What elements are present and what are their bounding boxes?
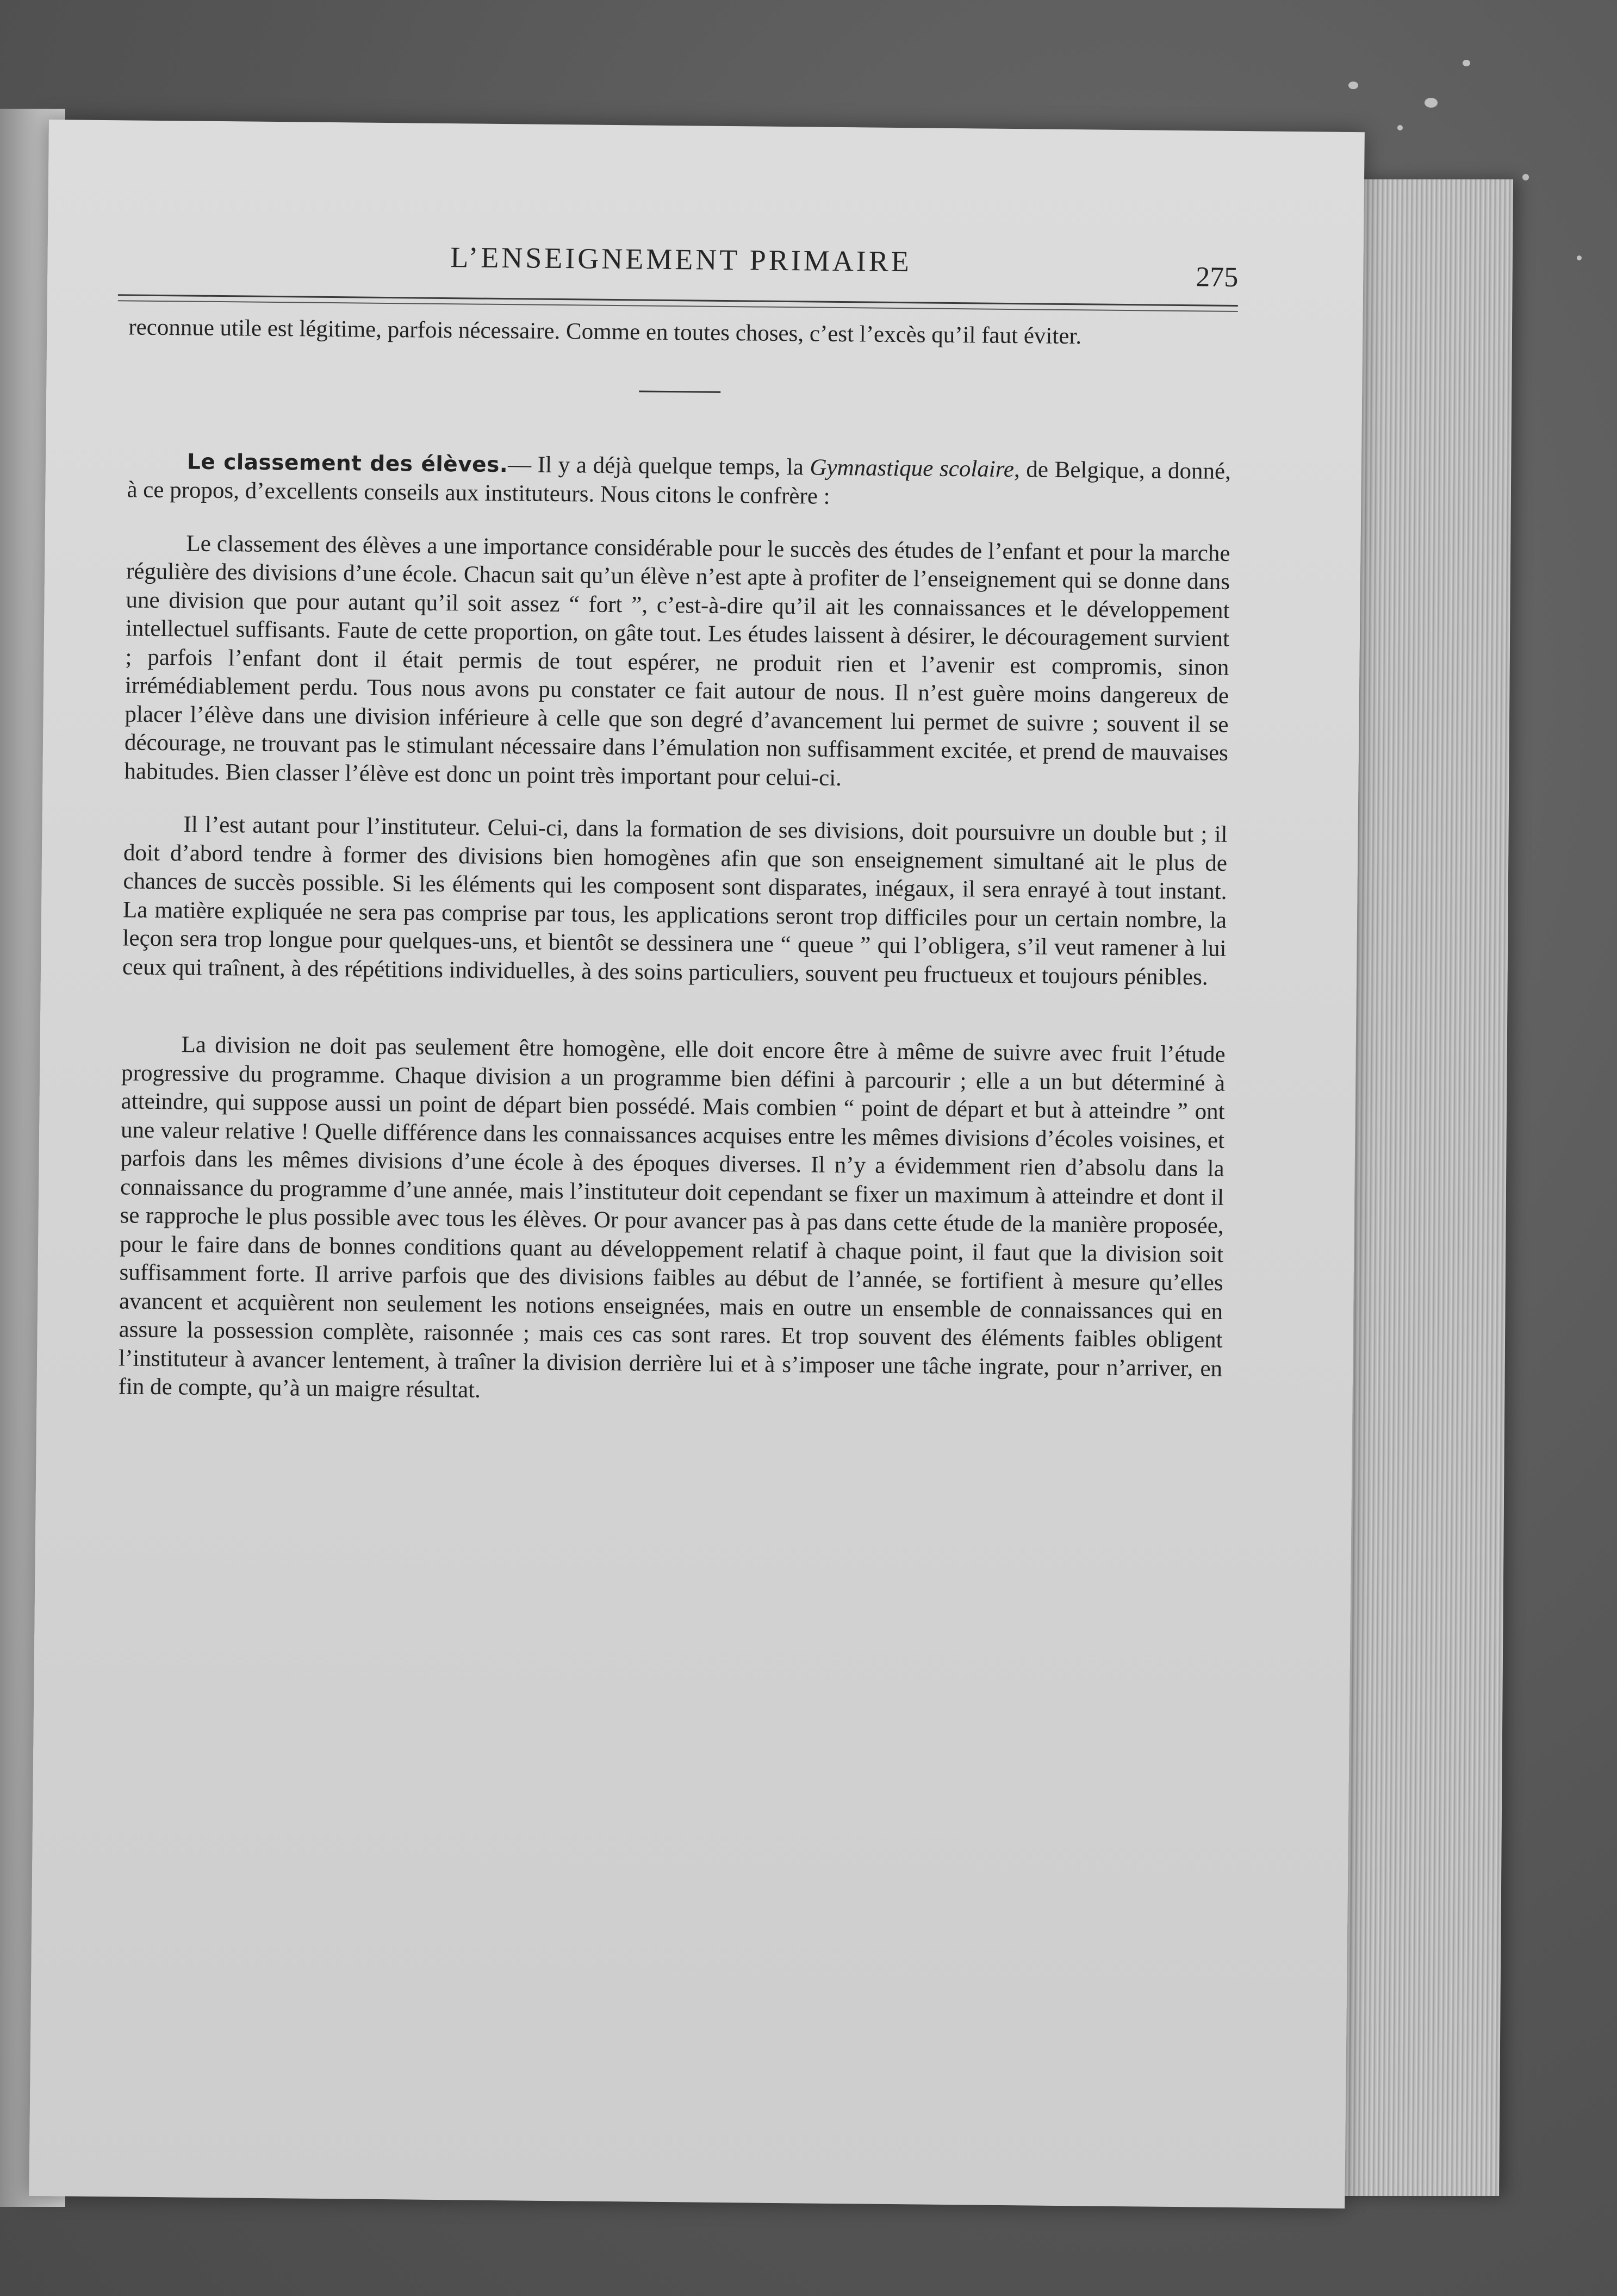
dust-speck — [1577, 255, 1582, 260]
intro-text-after: , de Belgique, a donné, à ce propos, d’excellents conseils aux instituteurs. Nous citons le confrère : — [127, 456, 1232, 509]
page-stack-edge — [1336, 179, 1513, 2196]
page-number: 275 — [1196, 261, 1239, 294]
dust-speck — [1348, 82, 1358, 89]
section-title: Le classement des élèves. — [186, 449, 508, 477]
running-head: L’ENSEIGNEMENT PRIMAIRE — [450, 241, 912, 278]
section-separator — [639, 390, 720, 392]
body-text — [118, 313, 1232, 1412]
journal-title: Gymnastique scolaire — [810, 454, 1015, 482]
dust-speck — [1522, 174, 1529, 180]
book-page — [29, 120, 1365, 2208]
dust-speck — [1397, 125, 1403, 130]
header-rule-thin — [118, 300, 1238, 312]
intro-text-before: — Il y a déjà quelque temps, la — [507, 451, 810, 480]
dust-speck — [1425, 98, 1438, 108]
carry-over-paragraph: reconnue utile est légitime, parfois nécessaire. Comme en toutes choses, c’est l’excès qu’il faut éviter. — [128, 314, 1082, 350]
quote-paragraph: Le classement des élèves a une importance considérable pour le succès des études de l’enfant et pour la marche régulière des divisions d’une école. Chacun sait qu’un élève n’est apte à profiter de l’enseignement qui se donne dans une division que pour autant qu’il soit assez “ fort ”, c’est-à-dire qu’il ait les connaissances et le développement intellectuel suffisants. Faute de cette proportion, on gâte tout. Les études laissent à désirer, le découragement survient ; parfois l’enfant dont il était permis de tout espérer, ne produit rien et l’avenir est compromis, sinon irrémédiablement perdu. Tous nous avons pu constater ce fait autour de nous. Il n’est guère moins dangereux de placer l’élève dans une division inférieure à celle que son degré d’avancement lui permet de suivre ; souvent il se décourage, ne trouvant pas le stimulant nécessaire dans l’émulation non suffisamment excitée, et prend de mauvaises habitudes. Bien classer l’élève est donc un point très important pour celui-ci. — [124, 530, 1230, 791]
quote-paragraph: La division ne doit pas seulement être homogène, elle doit encore être à même de suivre avec fruit l’étude progressive du programme. Chaque division a un programme bien défini à parcourir ; elle a un but déterminé à atteindre, qui suppose aussi un point de départ bien possédé. Mais combien “ point de départ et but à atteindre ” ont une valeur relative ! Quelle différence dans les connaissances acquises entre les mêmes divisions d’écoles voisines, et parfois dans les mêmes divisions d’une école à des époques diverses. Il n’y a évidemment rien d’absolu dans la connaissance du programme d’une année, mais l’instituteur doit cependant se fixer un maximum à atteindre et dont il se rapproche le plus possible avec tous les élèves. Or pour avancer pas à pas dans cette étude de la manière proposée, pour le faire dans de bonnes conditions quant au développement relatif à chaque point, il faut que la division soit suffisamment forte. Il arrive parfois que des divisions faibles au début de l’année, se fortifient à mesure qu’elles avancent et acquièrent non seulement les notions enseignées, mais en outre un ensemble de connaissances qui en assure la possession complète, raisonnée ; mais ces cas sont rares. Et trop souvent des éléments faibles obligent l’instituteur à avancer lentement, à traîner la division derrière lui et à s’imposer une tâche ingrate, pour n’arriver, en fin de compte, qu’à un maigre résultat. — [118, 1032, 1226, 1403]
header-rule — [118, 294, 1238, 307]
quote-paragraph: Il l’est autant pour l’instituteur. Celui-ci, dans la formation de ses divisions, doit poursuivre un double but ; il doit d’abord tendre à former des divisions bien homogènes afin que son enseignement simultané ait le plus de chances de succès possible. Si les éléments qui les composent sont disparates, inégaux, il sera enrayé à tout instant. La matière expliquée ne sera pas comprise par tous, les applications seront trop difficiles pour un certain nombre, la leçon sera trop longue pour quelques-uns, et bientôt se dessinera une “ queue ” qui l’obligera, s’il veut ramener à lui ceux qui traînent, à des répétitions individuelles, à des soins particuliers, souvent peu fructueux et toujours pénibles. — [122, 812, 1228, 990]
dust-speck — [1463, 60, 1470, 66]
section-intro-paragraph — [127, 447, 1231, 515]
